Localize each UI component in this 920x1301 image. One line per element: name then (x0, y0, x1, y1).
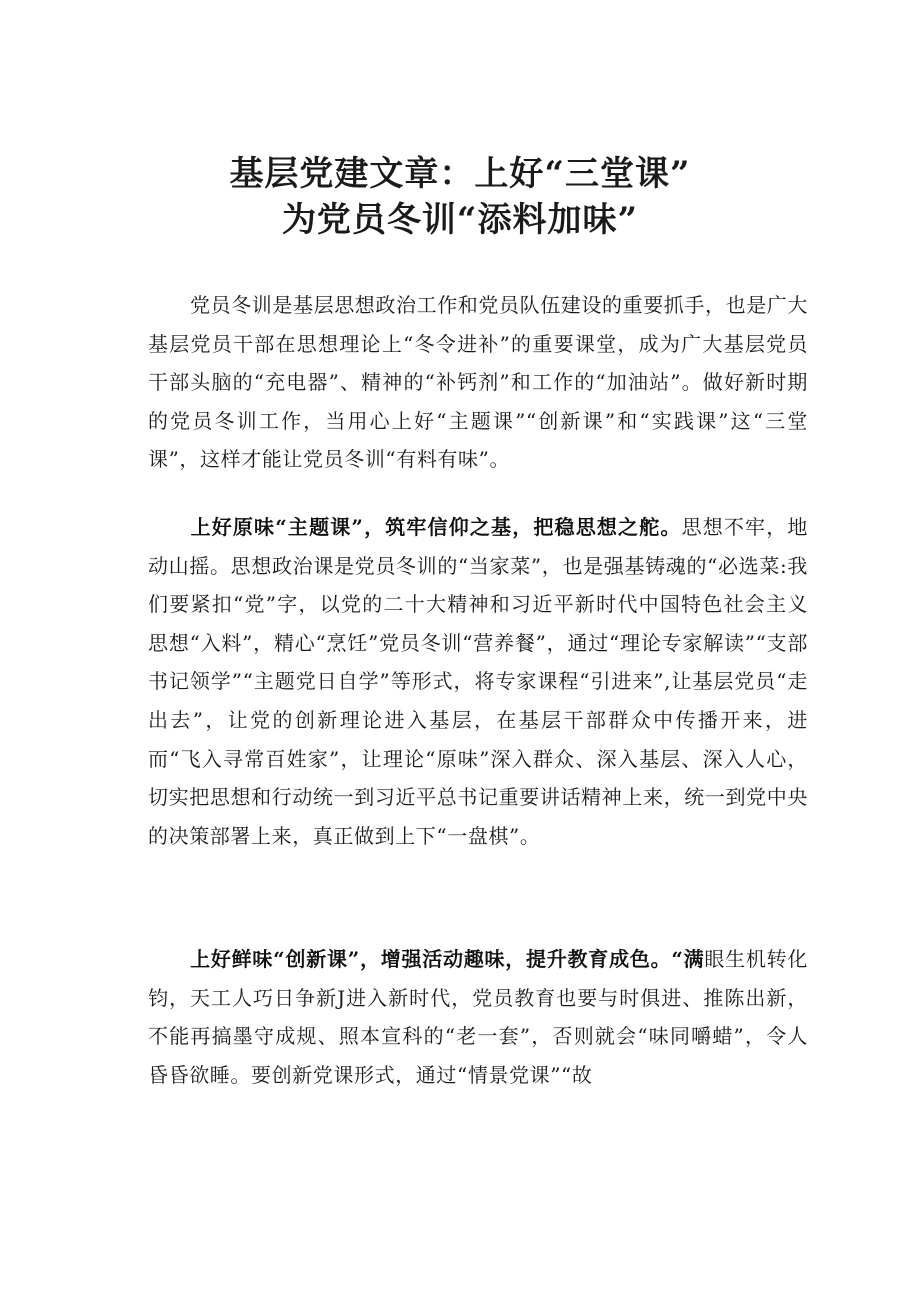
paragraph-2 (148, 508, 808, 855)
paragraph-1-text: 党员冬训是基层思想政治工作和党员队伍建设的重要抓手，也是广大基层党员干部在思想理论上“冬令进补”的重要课堂，成为广大基层党员干部头脑的“充电器”、精神的“补钙剂”和工作的“加油站”。做好新时期的党员冬训工作，当用心上好“主题课”“创新课”和“实践课”这“三堂课”，这样才能让党员冬训“有料有味”。 (148, 293, 808, 472)
paragraph-1 (148, 286, 808, 479)
paragraph-2-heading: 上好原味“主题课”，筑牢信仰之基，把稳思想之舵。 (190, 515, 682, 539)
document-title-line2: 为党员冬训“添料加味” (281, 200, 639, 240)
paragraph-3-text: 眼生机转化钧，天工人巧日争新J进入新时代，党员教育也要与时俱进、推陈出新，不能再搞墨守成规、照本宣科的“老一套”，否则就会“味同嚼蜡”，令人昏昏欲睡。要创新党课形式，通过“情景党课”“故 (148, 947, 808, 1087)
paragraph-3-heading: 上好鲜味“创新课”，增强活动趣味，提升教育成色。“满 (190, 947, 705, 971)
paragraph-2-text: 思想不牢，地动山摇。思想政治课是党员冬训的“当家菜”，也是强基铸魂的“必选菜:我们要紧扣“党”字，以党的二十大精神和习近平新时代中国特色社会主义思想“入料”，精心“烹饪”党员冬训“营养餐”，通过“理论专家解读”“支部书记领学”“主题党日自学”等形式，将专家课程“引进来”,让基层党员“走出去”，让党的创新理论进入基层，在基层干部群众中传播开来，进而“飞入寻常百姓家”，让理论“原味”深入群众、深入基层、深入人心，切实把思想和行动统一到习近平总书记重要讲话精神上来，统一到党中央的决策部署上来，真正做到上下“一盘棋”。 (148, 515, 808, 848)
document-title-line1: 基层党建文章：上好“三堂课” (229, 154, 691, 194)
paragraph-3 (148, 940, 808, 1094)
